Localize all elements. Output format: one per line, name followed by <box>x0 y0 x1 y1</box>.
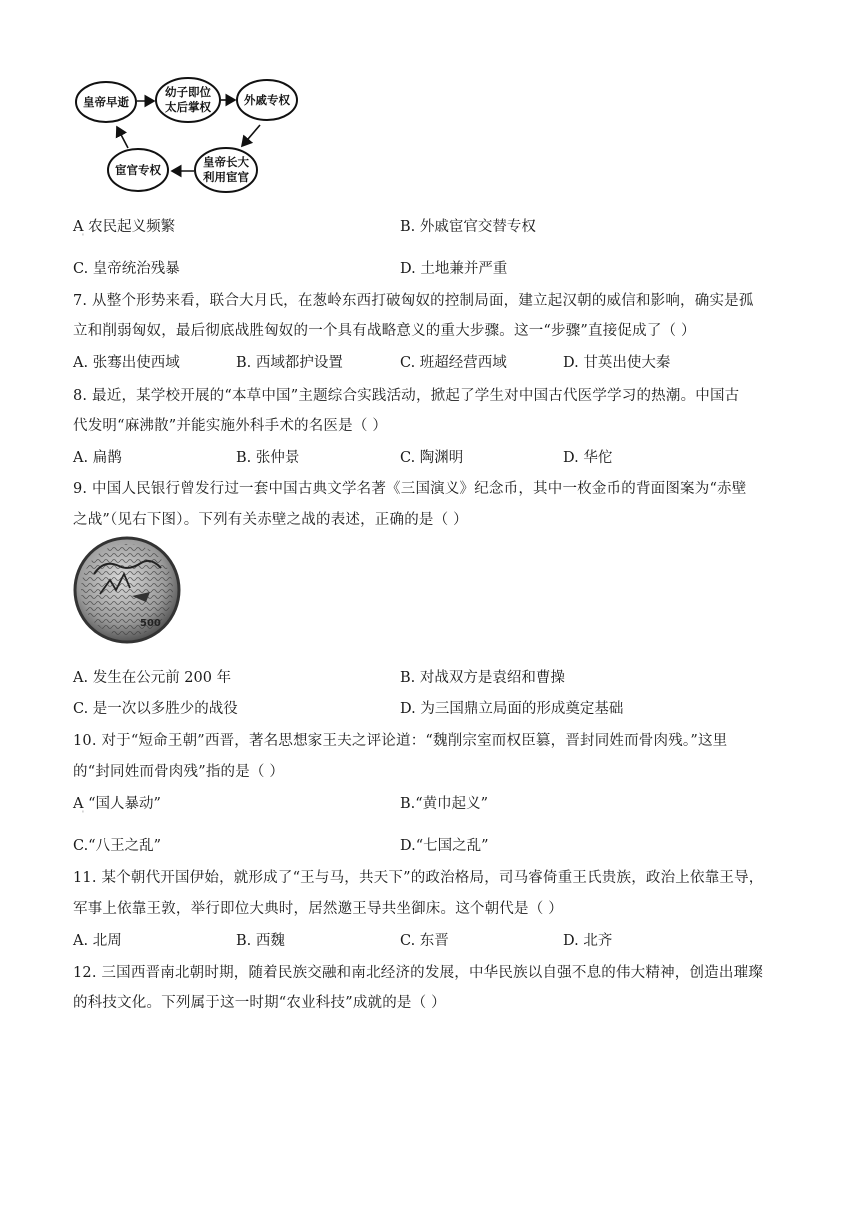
option: B.“黄巾起义” <box>400 796 489 812</box>
option: C. 是一次以多胜少的战役 <box>73 701 238 717</box>
option: A. 扁鹊 <box>73 450 122 466</box>
commemorative-coin-image <box>72 534 182 650</box>
option: B. 对战双方是袁绍和曹操 <box>400 670 565 686</box>
question-text: 12. 三国西晋南北朝时期，随着民族交融和南北经济的发展，中华民族以自强不息的伟大精神，创造出璀璨 <box>73 965 763 981</box>
question-text: 7. 从整个形势来看，联合大月氏，在葱岭东西打破匈奴的控制局面，建立起汉朝的威信和影响，确实是孤 <box>73 293 754 309</box>
question-text: 8. 最近，某学校开展的“本草中国”主题综合实践活动，掀起了学生对中国古代医学学习的热潮。中国古 <box>73 388 740 404</box>
option: B. 西魏 <box>236 933 285 949</box>
node-label: 利用宦官 <box>203 170 249 184</box>
option: D. 甘英出使大秦 <box>563 355 671 371</box>
question-text: 9. 中国人民银行曾发行过一套中国古典文学名著《三国演义》纪念币，其中一枚金币的背面图案为“赤壁 <box>73 481 747 497</box>
option: C. 皇帝统治残暴 <box>73 261 180 277</box>
question-text: 的“封同姓而骨肉残”指的是（ ） <box>73 764 285 780</box>
node-label: 皇帝长大 <box>203 155 249 169</box>
option: B. 张仲景 <box>236 450 300 466</box>
option: C. 班超经营西域 <box>400 355 507 371</box>
option: A. 北周 <box>73 933 122 949</box>
option: A. 发生在公元前 200 年 <box>73 670 232 686</box>
option: C. 东晋 <box>400 933 449 949</box>
node-label: 幼子即位 <box>165 85 211 99</box>
option: A “国人暴动” <box>73 796 161 812</box>
option: A. 张骞出使西域 <box>73 355 180 371</box>
tick-dot: ' <box>82 233 84 241</box>
political-cycle-diagram <box>70 70 310 200</box>
question-text: 10. 对于“短命王朝”西晋，著名思想家王夫之评论道：“魏削宗室而权臣篡，晋封同姓而骨肉残。”这里 <box>73 733 728 749</box>
coin-denomination: 500 <box>140 618 161 629</box>
arrow <box>242 125 260 146</box>
option: D. 土地兼并严重 <box>400 261 508 277</box>
question-text: 立和削弱匈奴，最后彻底战胜匈奴的一个具有战略意义的重大步骤。这一“步骤”直接促成了（ ） <box>73 323 696 339</box>
option: B. 西域都护设置 <box>236 355 343 371</box>
option: C.“八王之乱” <box>73 838 162 854</box>
option: D. 华佗 <box>563 450 613 466</box>
tick-dot: ' <box>82 810 84 818</box>
node-label: 外戚专权 <box>244 93 290 107</box>
option: D.“七国之乱” <box>400 838 489 854</box>
question-text: 的科技文化。下列属于这一时期“农业科技”成就的是（ ） <box>73 995 446 1011</box>
question-text: 11. 某个朝代开国伊始，就形成了“王与马，共天下”的政治格局，司马睿倚重王氏贵族，政治上依靠王导， <box>73 870 764 886</box>
option: A 农民起义频繁 <box>73 219 176 235</box>
option: D. 北齐 <box>563 933 613 949</box>
option: D. 为三国鼎立局面的形成奠定基础 <box>400 701 624 717</box>
node-label: 宦官专权 <box>115 163 161 177</box>
question-text: 代发明“麻沸散”并能实施外科手术的名医是（ ） <box>73 418 388 434</box>
question-text: 之战”（见右下图）。下列有关赤壁之战的表述，正确的是（ ） <box>73 512 468 528</box>
node-label: 太后掌权 <box>165 100 211 114</box>
option: B. 外戚宦官交替专权 <box>400 219 536 235</box>
question-text: 军事上依靠王敦，举行即位大典时，居然邀王导共坐御床。这个朝代是（ ） <box>73 901 563 917</box>
option: C. 陶渊明 <box>400 450 464 466</box>
node-label: 皇帝早逝 <box>83 95 129 109</box>
arrow <box>117 127 128 148</box>
